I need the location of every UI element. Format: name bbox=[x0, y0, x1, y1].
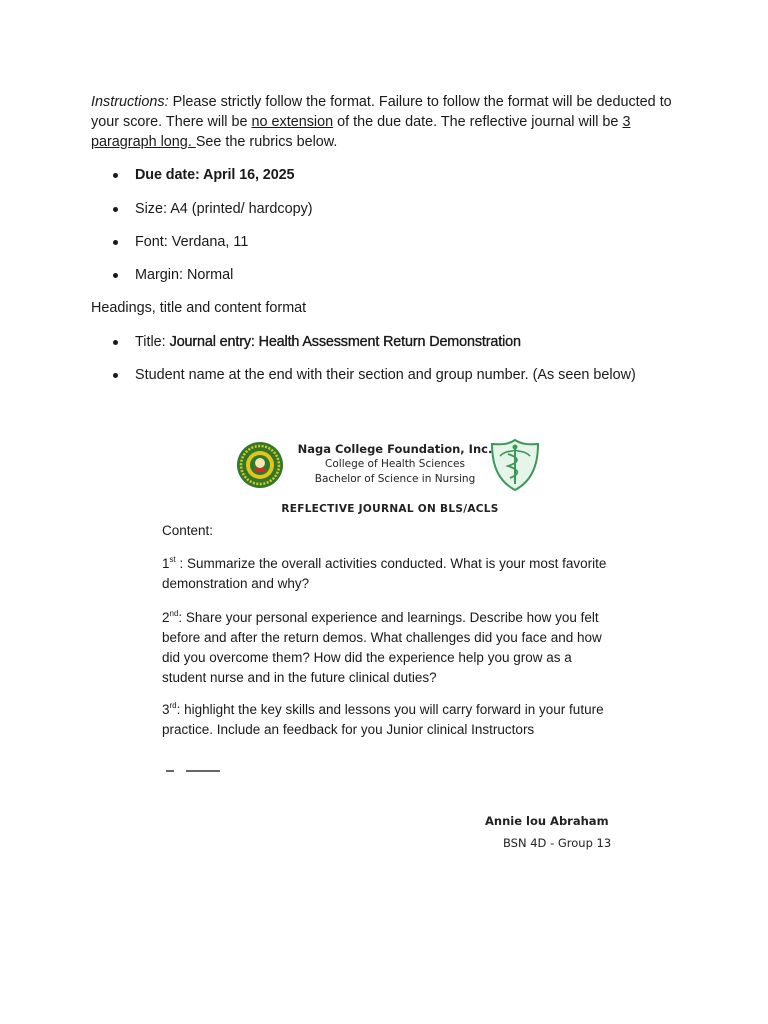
item-ordinal: rd bbox=[169, 701, 177, 710]
student-section: BSN 4D - Group 13 bbox=[503, 836, 612, 850]
student-line: Student name at the end with their section and group number. (As seen below) bbox=[135, 367, 636, 383]
instructions-paragraph bbox=[91, 92, 691, 152]
student-name: Annie lou Abraham bbox=[485, 814, 609, 828]
instructions-text-3: See the rubrics below. bbox=[195, 134, 338, 150]
item-ordinal: nd bbox=[169, 609, 179, 618]
bullet-icon bbox=[113, 373, 118, 378]
college-seal-icon bbox=[236, 441, 284, 489]
title-prefix: Title: bbox=[135, 334, 170, 350]
school-name: Naga College Foundation, Inc. bbox=[297, 442, 493, 456]
item-number: 2 bbox=[162, 610, 170, 625]
headings-intro: Headings, title and content format bbox=[91, 300, 307, 316]
bullet-icon bbox=[113, 207, 118, 212]
instructions-text-2: of the due date. The reflective journal will be bbox=[333, 114, 623, 130]
bullet-icon bbox=[113, 340, 118, 345]
sample-journal-image bbox=[160, 430, 620, 775]
title-requirement bbox=[135, 332, 521, 352]
instructions-text-1: Please strictly follow the format. Failure to follow the format will be deducted to your score. There will be bbox=[91, 94, 672, 130]
item-text: : highlight the key skills and lessons you will carry forward in your future practice. Include an feedback for you Junior clinical Instructors bbox=[162, 702, 604, 737]
bullet-icon bbox=[113, 273, 118, 278]
item-text: : Share your personal experience and learnings. Describe how you felt before and after the return demos. What challenges did you face and how did you overcome them? How did the experience help you grow as a student nurse and in the future clinical duties? bbox=[162, 610, 602, 685]
bullet-icon bbox=[113, 173, 118, 178]
item-number: 1 bbox=[162, 556, 170, 571]
instructions-label: Instructions: bbox=[91, 94, 169, 110]
no-extension-text: no extension bbox=[251, 114, 334, 130]
title-value: Journal entry: Health Assessment Return Demonstration bbox=[169, 334, 521, 350]
font-requirement: Font: Verdana, 11 bbox=[135, 234, 249, 250]
journal-title: REFLECTIVE JOURNAL ON BLS/ACLS bbox=[281, 503, 499, 515]
due-date: Due date: April 16, 2025 bbox=[135, 167, 295, 183]
item-number: 3 bbox=[162, 702, 170, 717]
bullet-icon bbox=[113, 240, 118, 245]
margin-requirement: Margin: Normal bbox=[135, 267, 234, 283]
college-name: College of Health Sciences bbox=[325, 458, 465, 470]
paragraph-length-text: 3 paragraph long. bbox=[91, 114, 631, 150]
content-item-2 bbox=[162, 608, 612, 688]
cropped-text-fragment bbox=[166, 770, 226, 775]
item-ordinal: st bbox=[169, 555, 176, 564]
item-text: : Summarize the overall activities conducted. What is your most favorite demonstration and why? bbox=[162, 556, 607, 591]
content-item-3 bbox=[162, 700, 612, 740]
content-item-1 bbox=[162, 554, 612, 594]
size-requirement: Size: A4 (printed/ hardcopy) bbox=[135, 201, 313, 217]
program-name: Bachelor of Science in Nursing bbox=[314, 473, 476, 485]
content-label: Content: bbox=[162, 523, 214, 538]
